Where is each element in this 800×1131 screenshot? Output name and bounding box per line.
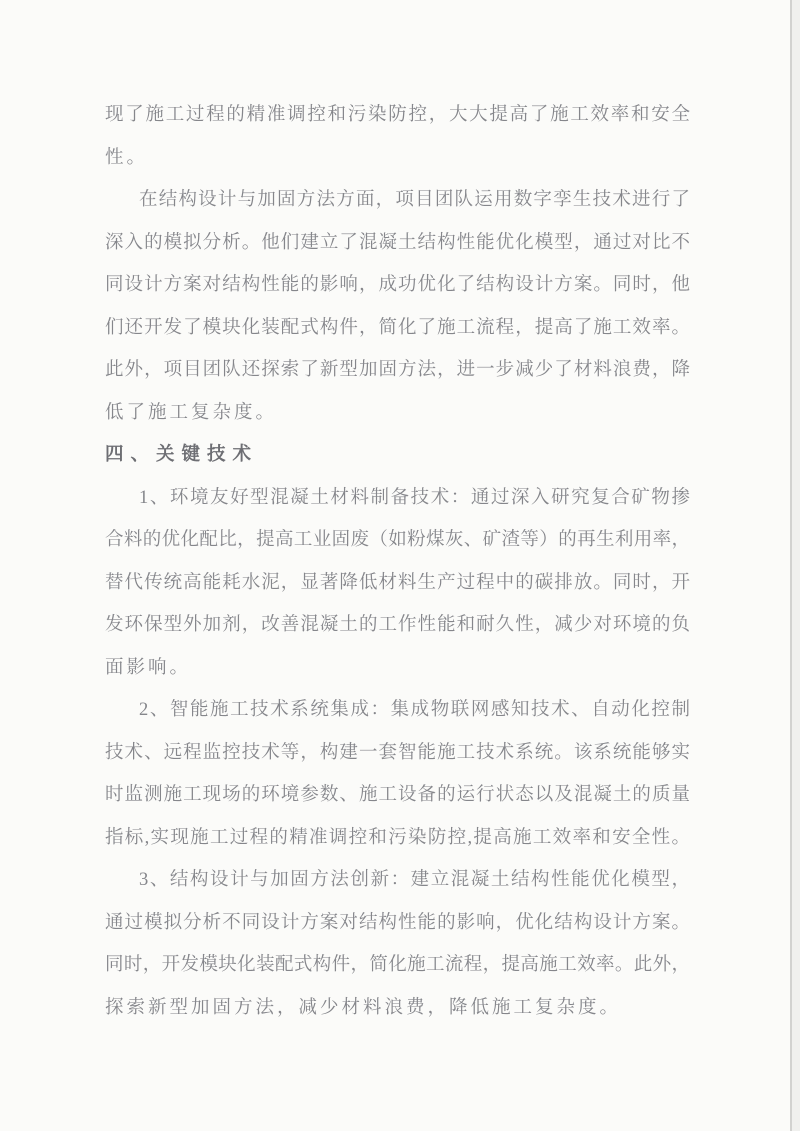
text-line: 在结构设计与加固方法方面，项目团队运用数字孪生技术进行了 xyxy=(139,190,690,210)
text-line: 替代传统高能耗水泥，显著降低材料生产过程中的碳排放。同时，开 xyxy=(105,572,690,593)
text-line: 现了施工过程的精准调控和污染防控，大大提高了施工效率和安全 xyxy=(105,105,690,125)
text-line: 探索新型加固方法，减少材料浪费，降低施工复杂度。 xyxy=(105,997,622,1018)
section-heading: 四、关键技术 xyxy=(105,445,259,465)
text-line: 发环保型外加剂，改善混凝土的工作性能和耐久性，减少对环境的负 xyxy=(105,615,690,635)
text-line: 同设计方案对结构性能的影响，成功优化了结构设计方案。同时，他 xyxy=(105,275,690,295)
text-line: 合料的优化配比，提高工业固废（如粉煤灰、矿渣等）的再生利用率， xyxy=(105,530,690,550)
text-line: 同时，开发模块化装配式构件，简化施工流程，提高施工效率。此外， xyxy=(105,955,690,975)
text-line: 1、环境友好型混凝土材料制备技术：通过深入研究复合矿物掺 xyxy=(139,487,690,508)
text-line: 低了施工复杂度。 xyxy=(105,402,278,423)
text-line: 面影响。 xyxy=(105,657,192,678)
text-line: 深入的模拟分析。他们建立了混凝土结构性能优化模型，通过对比不 xyxy=(105,232,690,253)
text-line: 此外，项目团队还探索了新型加固方法，进一步减少了材料浪费，降 xyxy=(105,360,690,380)
text-line: 指标,实现施工过程的精准调控和污染防控,提高施工效率和安全性。 xyxy=(105,827,690,848)
text-line: 2、智能施工技术系统集成：集成物联网感知技术、自动化控制 xyxy=(139,700,690,720)
text-line: 3、结构设计与加固方法创新：建立混凝土结构性能优化模型， xyxy=(139,870,690,890)
document-text-block xyxy=(105,94,690,1029)
scan-edge-strip xyxy=(792,0,800,1131)
text-line: 性。 xyxy=(105,147,149,168)
text-line: 时监测施工现场的环境参数、施工设备的运行状态以及混凝土的质量 xyxy=(105,785,690,805)
text-line: 技术、远程监控技术等，构建一套智能施工技术系统。该系统能够实 xyxy=(105,742,690,763)
text-line: 通过模拟分析不同设计方案对结构性能的影响，优化结构设计方案。 xyxy=(105,912,690,933)
text-line: 们还开发了模块化装配式构件，简化了施工流程，提高了施工效率。 xyxy=(105,317,690,338)
